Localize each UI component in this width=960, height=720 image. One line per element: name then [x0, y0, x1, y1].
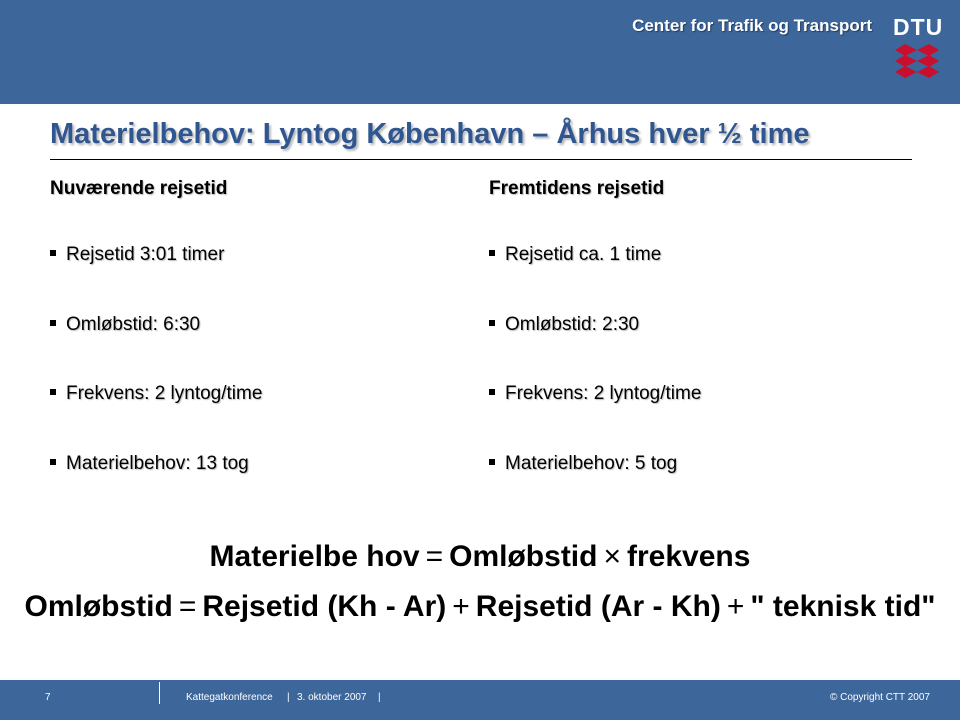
- dtu-logo-text: DTU: [893, 14, 944, 40]
- equals-sign: =: [178, 590, 197, 623]
- formula-term: " teknisk tid": [750, 590, 936, 623]
- list-item: [50, 244, 224, 266]
- times-sign: ×: [603, 540, 622, 573]
- column-heading: Nuværende rejsetid: [50, 178, 228, 199]
- title-divider: [50, 159, 912, 160]
- formula-material-demand: [0, 540, 960, 574]
- formula-cycle-time: [0, 590, 960, 624]
- bullet-text: Frekvens: 2 lyntog/time: [66, 383, 263, 404]
- formula-term: Rejsetid (Ar - Kh): [475, 590, 721, 623]
- bullet-text: Materielbehov: 5 tog: [505, 453, 678, 474]
- formula-term: Rejsetid (Kh - Ar): [202, 590, 447, 623]
- list-item: [50, 383, 262, 405]
- conference-name: Kattegatkonference: [186, 692, 273, 703]
- footer-divider: [159, 682, 160, 704]
- dtu-logo: [893, 12, 944, 82]
- footer-bar: [0, 680, 960, 720]
- list-item: [489, 314, 639, 336]
- bullet-icon: [489, 389, 495, 395]
- slide-title: Materielbehov: Lyntog København – Århus hver ½ time: [50, 118, 810, 150]
- formula-term: Omløbstid: [449, 540, 598, 573]
- dtu-logo-emblem-icon: [893, 42, 941, 80]
- bullet-text: Omløbstid: 6:30: [66, 314, 201, 335]
- formula-term: frekvens: [627, 540, 751, 573]
- bullet-icon: [489, 459, 495, 465]
- footer-separator: |: [378, 692, 381, 703]
- bullet-text: Frekvens: 2 lyntog/time: [505, 383, 702, 404]
- formula-term: Omløbstid: [24, 590, 173, 623]
- bullet-text: Materielbehov: 13 tog: [66, 453, 249, 474]
- list-item: [489, 383, 701, 405]
- bullet-icon: [50, 459, 56, 465]
- bullet-icon: [50, 320, 56, 326]
- bullet-text: Rejsetid ca. 1 time: [505, 244, 662, 265]
- header-title: Center for Trafik og Transport: [632, 16, 872, 35]
- plus-sign: +: [726, 590, 745, 623]
- footer-separator: |: [287, 692, 290, 703]
- header-bar: [0, 0, 960, 104]
- bullet-icon: [50, 389, 56, 395]
- page-number: 7: [45, 692, 51, 703]
- bullet-icon: [50, 250, 56, 256]
- bullet-text: Rejsetid 3:01 timer: [66, 244, 225, 265]
- column-heading: Fremtidens rejsetid: [489, 178, 665, 199]
- bullet-text: Omløbstid: 2:30: [505, 314, 640, 335]
- list-item: [50, 314, 200, 336]
- list-item: [50, 453, 249, 475]
- equals-sign: =: [425, 540, 444, 573]
- current-travel-time-column: [50, 178, 263, 474]
- list-item: [489, 453, 677, 475]
- bullet-icon: [489, 320, 495, 326]
- list-item: [489, 244, 661, 266]
- plus-sign: +: [452, 590, 470, 623]
- future-travel-time-column: [489, 178, 702, 474]
- copyright-notice: © Copyright CTT 2007: [829, 692, 930, 703]
- bullet-icon: [489, 250, 495, 256]
- formula-term: Materielbe hov: [209, 540, 420, 573]
- conference-date: 3. oktober 2007: [297, 692, 367, 703]
